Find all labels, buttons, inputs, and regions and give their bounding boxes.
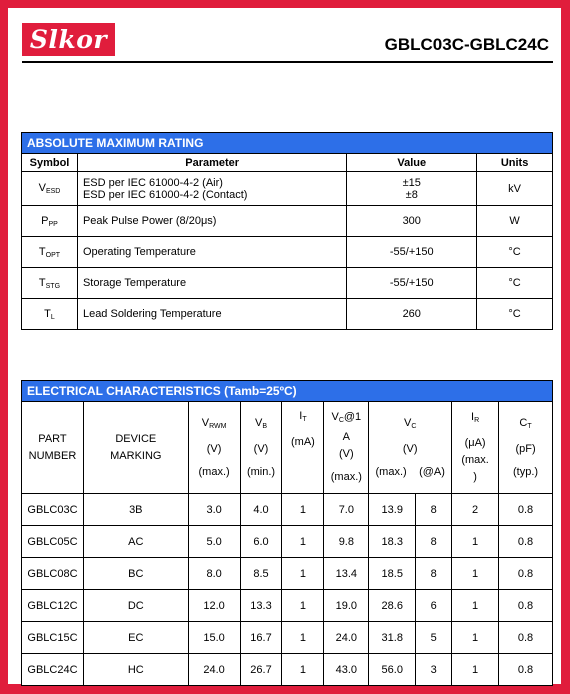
ec-marking: 3B: [83, 494, 188, 526]
amr-parameter: Storage Temperature: [77, 268, 346, 299]
ec-ir: 1: [452, 654, 499, 686]
ec-ct: 0.8: [499, 526, 553, 558]
ec-it: 1: [282, 558, 324, 590]
ec-vc: 56.0: [369, 654, 416, 686]
header-divider: [22, 61, 553, 63]
ec-ia: 5: [416, 622, 452, 654]
ec-col-part-number: PART NUMBER: [22, 402, 84, 494]
amr-parameter: Peak Pulse Power (8/20μs): [77, 206, 346, 237]
ec-col-it: $I_T$ (mA): [282, 402, 324, 494]
ec-it: 1: [282, 590, 324, 622]
ec-ct: 0.8: [499, 654, 553, 686]
ec-vrwm: 15.0: [188, 622, 240, 654]
amr-symbol: $T_{STG}$: [22, 268, 78, 299]
ec-ia: 8: [416, 558, 452, 590]
ec-ir: 1: [452, 558, 499, 590]
ec-ia: 6: [416, 590, 452, 622]
ec-vc1: 19.0: [324, 590, 369, 622]
amr-row: [22, 268, 553, 299]
ec-ir: 1: [452, 526, 499, 558]
ec-ct: 0.8: [499, 558, 553, 590]
amr-symbol: $V_{ESD}$: [22, 172, 78, 206]
amr-col-units: Units: [477, 154, 553, 172]
ec-row: [22, 558, 553, 590]
amr-row: [22, 206, 553, 237]
ec-vb: 13.3: [240, 590, 282, 622]
amr-unit: °C: [477, 299, 553, 330]
document-title: GBLC03C-GBLC24C: [384, 35, 549, 54]
ec-vb: 4.0: [240, 494, 282, 526]
ec-vc1: 13.4: [324, 558, 369, 590]
ec-col-ct: $C_T$ (pF) (typ.): [499, 402, 553, 494]
ec-title: ELECTRICAL CHARACTERISTICS (Tamb=25ºC): [22, 381, 553, 402]
amr-row: [22, 237, 553, 268]
ec-vb: 16.7: [240, 622, 282, 654]
datasheet-page: [8, 8, 561, 684]
ec-row: [22, 622, 553, 654]
ec-part: GBLC24C: [22, 654, 84, 686]
amr-title: ABSOLUTE MAXIMUM RATING: [22, 133, 553, 154]
amr-symbol: $P_{PP}$: [22, 206, 78, 237]
ec-vc: 31.8: [369, 622, 416, 654]
ec-vc: 18.5: [369, 558, 416, 590]
ec-vc1: 9.8: [324, 526, 369, 558]
amr-value: -55/+150: [347, 237, 477, 268]
amr-symbol: $T_{OPT}$: [22, 237, 78, 268]
amr-value: 260: [347, 299, 477, 330]
electrical-characteristics-table: [21, 380, 553, 686]
ec-part: GBLC03C: [22, 494, 84, 526]
ec-part: GBLC12C: [22, 590, 84, 622]
ec-it: 1: [282, 526, 324, 558]
ec-col-vc: $V_C$ (V) (max.) (@A): [369, 402, 452, 494]
amr-value: 300: [347, 206, 477, 237]
amr-col-symbol: Symbol: [22, 154, 78, 172]
amr-value: -55/+150: [347, 268, 477, 299]
ec-ia: 8: [416, 494, 452, 526]
amr-symbol: $T_L$: [22, 299, 78, 330]
amr-value: ±15 ±8: [347, 172, 477, 206]
ec-ct: 0.8: [499, 590, 553, 622]
ec-vc: 28.6: [369, 590, 416, 622]
ec-vrwm: 24.0: [188, 654, 240, 686]
ec-vb: 6.0: [240, 526, 282, 558]
ec-col-vrwm: $V_{RWM}$ (V) (max.): [188, 402, 240, 494]
ec-vrwm: 12.0: [188, 590, 240, 622]
ec-col-device-marking: DEVICE MARKING: [83, 402, 188, 494]
ec-ir: 2: [452, 494, 499, 526]
ec-vrwm: 3.0: [188, 494, 240, 526]
ec-marking: BC: [83, 558, 188, 590]
ec-it: 1: [282, 494, 324, 526]
amr-row: [22, 172, 553, 206]
amr-col-parameter: Parameter: [77, 154, 346, 172]
ec-col-vc-at-1a: $V_C@1$ A (V) (max.): [324, 402, 369, 494]
ec-ia: 8: [416, 526, 452, 558]
ec-part: GBLC08C: [22, 558, 84, 590]
ec-part: GBLC15C: [22, 622, 84, 654]
ec-marking: HC: [83, 654, 188, 686]
ec-part: GBLC05C: [22, 526, 84, 558]
ec-vb: 8.5: [240, 558, 282, 590]
amr-parameter: Lead Soldering Temperature: [77, 299, 346, 330]
ec-marking: EC: [83, 622, 188, 654]
amr-unit: °C: [477, 268, 553, 299]
amr-parameter: ESD per IEC 61000-4-2 (Air) ESD per IEC 61000-4-2 (Contact): [77, 172, 346, 206]
ec-vc: 18.3: [369, 526, 416, 558]
ec-vc1: 7.0: [324, 494, 369, 526]
ec-marking: AC: [83, 526, 188, 558]
ec-ct: 0.8: [499, 494, 553, 526]
ec-row: [22, 526, 553, 558]
ec-vrwm: 5.0: [188, 526, 240, 558]
absolute-maximum-rating-table: [21, 132, 553, 330]
ec-col-vb: $V_B$ (V) (min.): [240, 402, 282, 494]
ec-ir: 1: [452, 622, 499, 654]
ec-ir: 1: [452, 590, 499, 622]
ec-vc: 13.9: [369, 494, 416, 526]
amr-unit: W: [477, 206, 553, 237]
ec-row: [22, 654, 553, 686]
ec-vc1: 43.0: [324, 654, 369, 686]
ec-vc1: 24.0: [324, 622, 369, 654]
amr-parameter: Operating Temperature: [77, 237, 346, 268]
ec-vb: 26.7: [240, 654, 282, 686]
amr-unit: kV: [477, 172, 553, 206]
ec-row: [22, 494, 553, 526]
amr-col-value: Value: [347, 154, 477, 172]
ec-ct: 0.8: [499, 622, 553, 654]
ec-vrwm: 8.0: [188, 558, 240, 590]
amr-unit: °C: [477, 237, 553, 268]
ec-ia: 3: [416, 654, 452, 686]
ec-it: 1: [282, 622, 324, 654]
brand-logo: Slkor: [22, 23, 115, 56]
amr-row: [22, 299, 553, 330]
ec-it: 1: [282, 654, 324, 686]
ec-col-ir: $I_R$ (μA) (max. ): [452, 402, 499, 494]
ec-row: [22, 590, 553, 622]
ec-marking: DC: [83, 590, 188, 622]
